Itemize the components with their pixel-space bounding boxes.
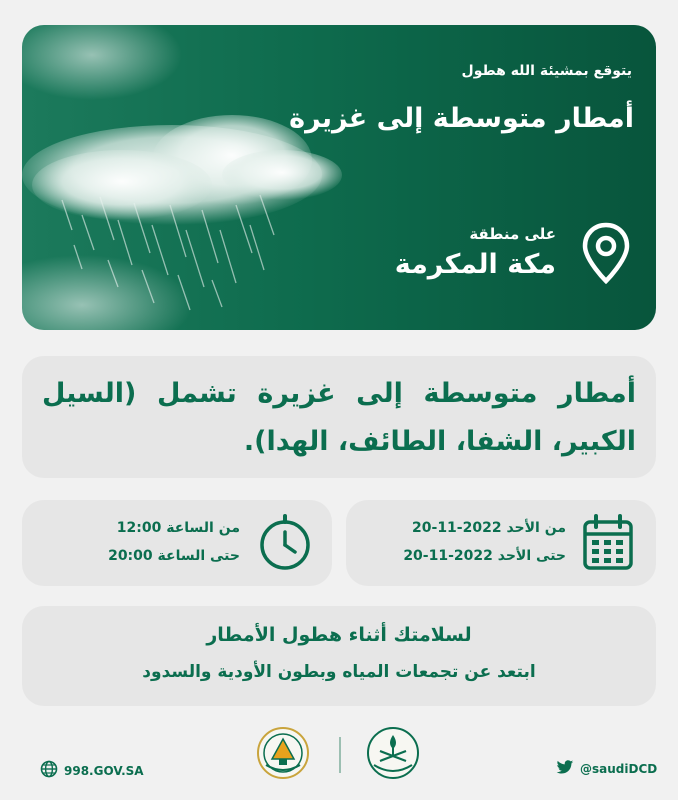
twitter-handle: @saudiDCD	[580, 762, 658, 776]
twitter-link[interactable]	[556, 760, 657, 778]
safety-title: لسلامتك أثناء هطول الأمطار	[206, 624, 472, 646]
safety-advice: ابتعد عن تجمعات المياه وبطون الأودية والسدود	[142, 662, 536, 682]
affected-areas-text: أمطار متوسطة إلى غزيرة تشمل (السيل الكبير، الشفا، الطائف، الهدا).	[42, 378, 636, 457]
forecast-title: أمطار متوسطة إلى غزيرة	[289, 103, 634, 134]
time-card	[22, 500, 332, 586]
forecast-intro: يتوقع بمشيئة الله هطول	[461, 63, 632, 79]
civil-defense-logo	[252, 725, 314, 785]
safety-card	[22, 606, 656, 706]
region-name: مكة المكرمة	[394, 249, 556, 280]
date-from: من الأحد 2022-11-20	[412, 520, 566, 536]
affected-areas-card	[22, 356, 656, 478]
calendar-icon	[582, 514, 634, 576]
date-card	[346, 500, 656, 586]
website-text: 998.GOV.SA	[64, 763, 144, 778]
time-from: من الساعة 12:00	[116, 520, 240, 536]
time-to: حتى الساعة 20:00	[108, 548, 240, 564]
region-label: على منطقة	[469, 225, 556, 243]
weather-banner	[22, 25, 656, 330]
date-to: حتى الأحد 2022-11-20	[403, 548, 566, 564]
twitter-icon	[556, 760, 574, 778]
ministry-interior-logo	[362, 725, 424, 785]
globe-icon	[40, 760, 58, 781]
clock-icon	[258, 514, 312, 576]
location-pin-icon	[581, 222, 631, 288]
website-link[interactable]	[40, 760, 144, 781]
rain-clouds-illustration	[22, 25, 352, 330]
logo-divider	[339, 737, 341, 773]
